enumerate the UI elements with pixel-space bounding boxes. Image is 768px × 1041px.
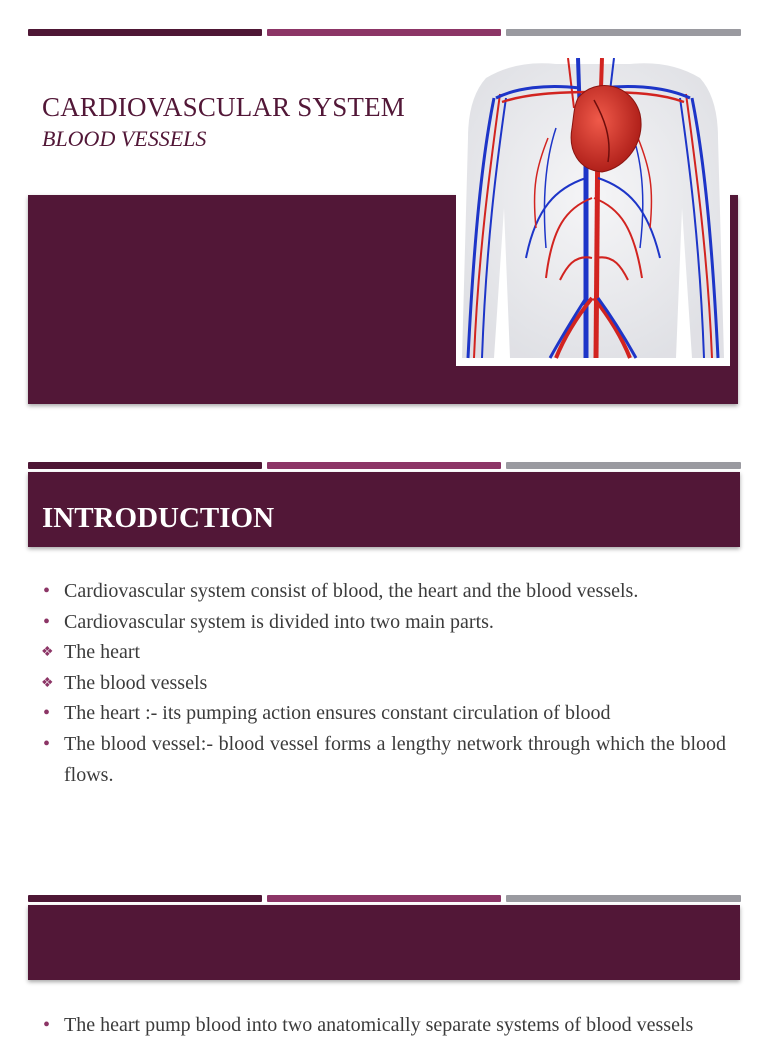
bullet-dot-icon: • [43,732,51,755]
bullet-dot-icon: • [43,1014,51,1036]
accent-stripe-pink [267,462,501,469]
accent-stripe-gray [506,895,741,902]
bullet-text: The heart :- its pumping action ensures constant circulation of blood [64,702,611,725]
bullet-text: Cardiovascular system consist of blood, the heart and the blood vessels. [64,580,639,602]
bullet-list [42,576,726,790]
bullet-dot-icon: • [43,610,51,633]
accent-stripe-pink [267,895,501,902]
bullet-item [42,698,726,729]
accent-stripe-dark [28,29,262,36]
diamond-star-icon: ❖ [41,675,54,691]
slide-title-text: CARDIOVASCULAR SYSTEM [42,92,406,122]
bullet-text: The heart pump blood into two anatomically separate systems of blood vessels [64,1014,694,1036]
bullet-dot-icon: • [43,580,51,602]
accent-stripe-dark [28,462,262,469]
bullet-dot-icon: • [43,702,51,725]
heading-band [28,905,740,980]
section-heading: INTRODUCTION [42,502,275,534]
bullet-text: Cardiovascular system is divided into two main parts. [64,610,494,633]
bullet-text: The heart [64,641,141,664]
slide-subtitle-text: BLOOD VESSELS [42,126,207,151]
bullet-item [42,729,726,790]
bullet-text: The blood vessels [64,671,208,694]
bullet-item [42,637,726,668]
bullet-item [42,576,726,607]
accent-stripe-pink [267,29,501,36]
bullet-text: The blood vessel:- blood vessel forms a lengthy network through which the blood flows. [64,732,726,786]
bullet-item [42,1010,726,1041]
accent-stripe-dark [28,895,262,902]
circulatory-system-illustration [456,58,730,366]
bullet-list [42,1010,726,1041]
accent-stripe-gray [506,462,741,469]
bullet-item [42,607,726,638]
bullet-item [42,668,726,699]
accent-stripe-gray [506,29,741,36]
diamond-star-icon: ❖ [41,645,54,661]
